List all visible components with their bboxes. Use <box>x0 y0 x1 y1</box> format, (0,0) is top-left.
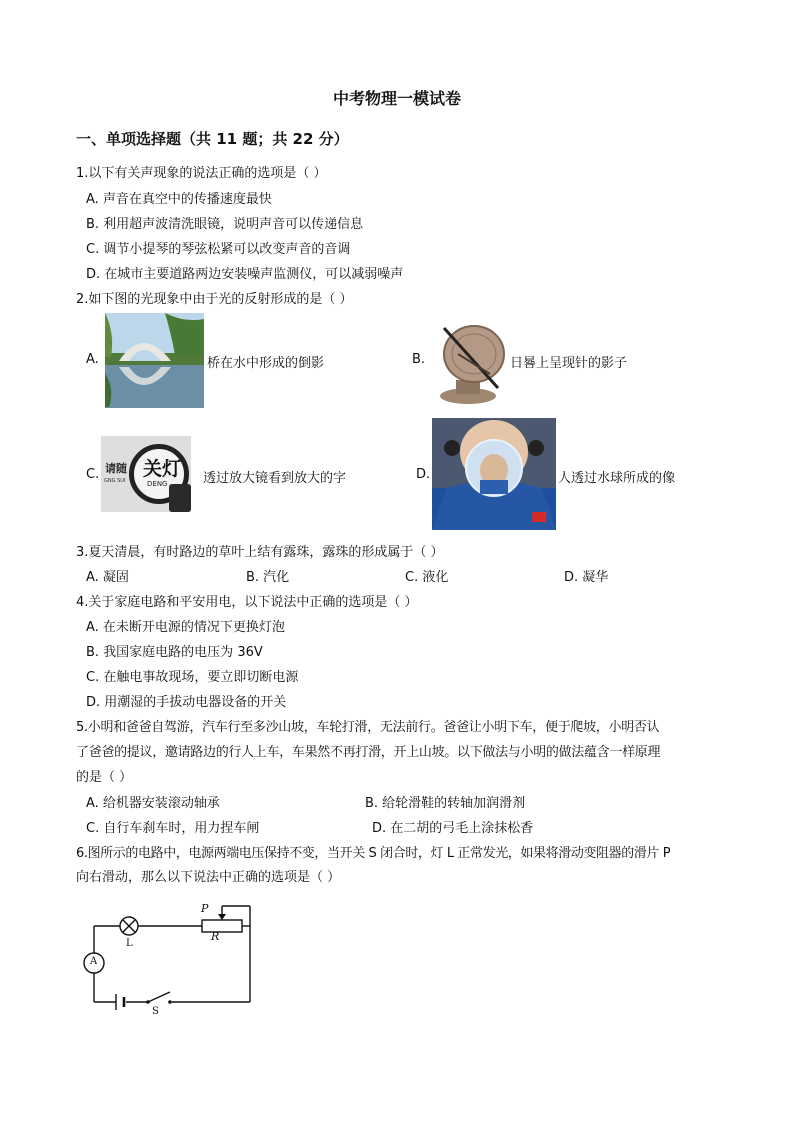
circuit-drawing <box>80 898 260 1024</box>
question-2-option-a-text: 桥在水中形成的倒影 <box>207 356 325 371</box>
sign-text-right: 关灯 <box>143 458 182 480</box>
question-6-stem-line-2: 向右滑动，那么以下说法中正确的选项是（ ） <box>76 870 341 885</box>
water-ball-drawing <box>432 418 556 530</box>
question-3-option-d: D. 凝华 <box>564 570 609 585</box>
magnifier-image <box>101 436 191 512</box>
question-2-option-c-letter: C. <box>86 467 100 482</box>
question-5-option-d: D. 在二胡的弓毛上涂抹松香 <box>372 821 534 836</box>
question-4-option-d: D. 用潮湿的手拔动电器设备的开关 <box>86 695 287 710</box>
question-5-stem-line-3: 的是（ ） <box>76 770 133 785</box>
question-4-option-c: C. 在触电事故现场，要立即切断电源 <box>86 670 299 685</box>
sign-subtext-left: GNG SUI <box>104 478 126 484</box>
circuit-label-p: P <box>201 902 209 915</box>
question-3-option-b: B. 汽化 <box>246 570 290 585</box>
question-3-stem: 3.夏天清晨，有时路边的草叶上结有露珠，露珠的形成属于（ ） <box>76 545 444 560</box>
question-1-option-d: D. 在城市主要道路两边安装噪声监测仪，可以减弱噪声 <box>86 267 404 282</box>
circuit-label-a: A <box>90 956 98 967</box>
sundial-image <box>428 318 508 406</box>
question-2-stem: 2.如下图的光现象中由于光的反射形成的是（ ） <box>76 292 353 307</box>
question-5-stem-line-2: 了爸爸的提议，邀请路边的行人上车，车果然不再打滑，开上山坡。以下做法与小明的做法蕴含一样原理 <box>76 745 661 760</box>
question-6-stem-line-1: 6.图所示的电路中，电源两端电压保持不变，当开关 S 闭合时，灯 L 正常发光，如果将滑动变阻器的滑片 P <box>76 846 671 861</box>
question-1-stem: 1.以下有关声现象的说法正确的选项是（ ） <box>76 166 327 181</box>
sign-text-left: 请随 <box>105 462 127 475</box>
question-2-option-d-letter: D. <box>416 467 431 482</box>
question-2-option-a-letter: A. <box>86 352 99 367</box>
section-heading: 一、单项选择题（共 11 题；共 22 分） <box>76 130 349 148</box>
question-2-option-b-text: 日晷上呈现针的影子 <box>510 356 628 371</box>
circuit-label-s: S <box>152 1006 159 1017</box>
water-ball-image <box>432 418 556 530</box>
question-4-stem: 4.关于家庭电路和平安用电，以下说法中正确的选项是（ ） <box>76 595 418 610</box>
question-3-option-c: C. 液化 <box>405 570 449 585</box>
question-5-stem-line-1: 5.小明和爸爸自驾游，汽车行至多沙山坡，车轮打滑，无法前行。爸爸让小明下车，便于爬坡，小明否认 <box>76 720 660 735</box>
sundial-drawing <box>428 318 508 406</box>
question-3-option-a: A. 凝固 <box>86 570 129 585</box>
circuit-label-l: L <box>126 938 133 949</box>
circuit-label-r: R <box>211 930 220 943</box>
question-2-option-d-text: 人透过水球所成的像 <box>558 471 676 486</box>
question-2-option-b-letter: B. <box>412 352 426 367</box>
magnifier-handle <box>169 484 191 512</box>
bridge-reflection-drawing <box>105 313 204 408</box>
sign-subtext-right: DENG <box>147 480 168 488</box>
question-1-option-c: C. 调节小提琴的琴弦松紧可以改变声音的音调 <box>86 242 351 257</box>
question-4-option-b: B. 我国家庭电路的电压为 36V <box>86 645 263 660</box>
circuit-diagram <box>80 898 260 1024</box>
question-5-option-a: A. 给机器安装滚动轴承 <box>86 796 220 811</box>
question-2-option-c-text: 透过放大镜看到放大的字 <box>203 471 347 486</box>
question-5-option-b: B. 给轮滑鞋的转轴加润滑剂 <box>365 796 526 811</box>
question-1-option-b: B. 利用超声波清洗眼镜，说明声音可以传递信息 <box>86 217 364 232</box>
question-1-option-a: A. 声音在真空中的传播速度最快 <box>86 192 272 207</box>
question-4-option-a: A. 在未断开电源的情况下更换灯泡 <box>86 620 285 635</box>
page-title: 中考物理一模试卷 <box>332 89 461 108</box>
bridge-reflection-image <box>105 313 204 408</box>
question-5-option-c: C. 自行车刹车时，用力捏车闸 <box>86 821 260 836</box>
